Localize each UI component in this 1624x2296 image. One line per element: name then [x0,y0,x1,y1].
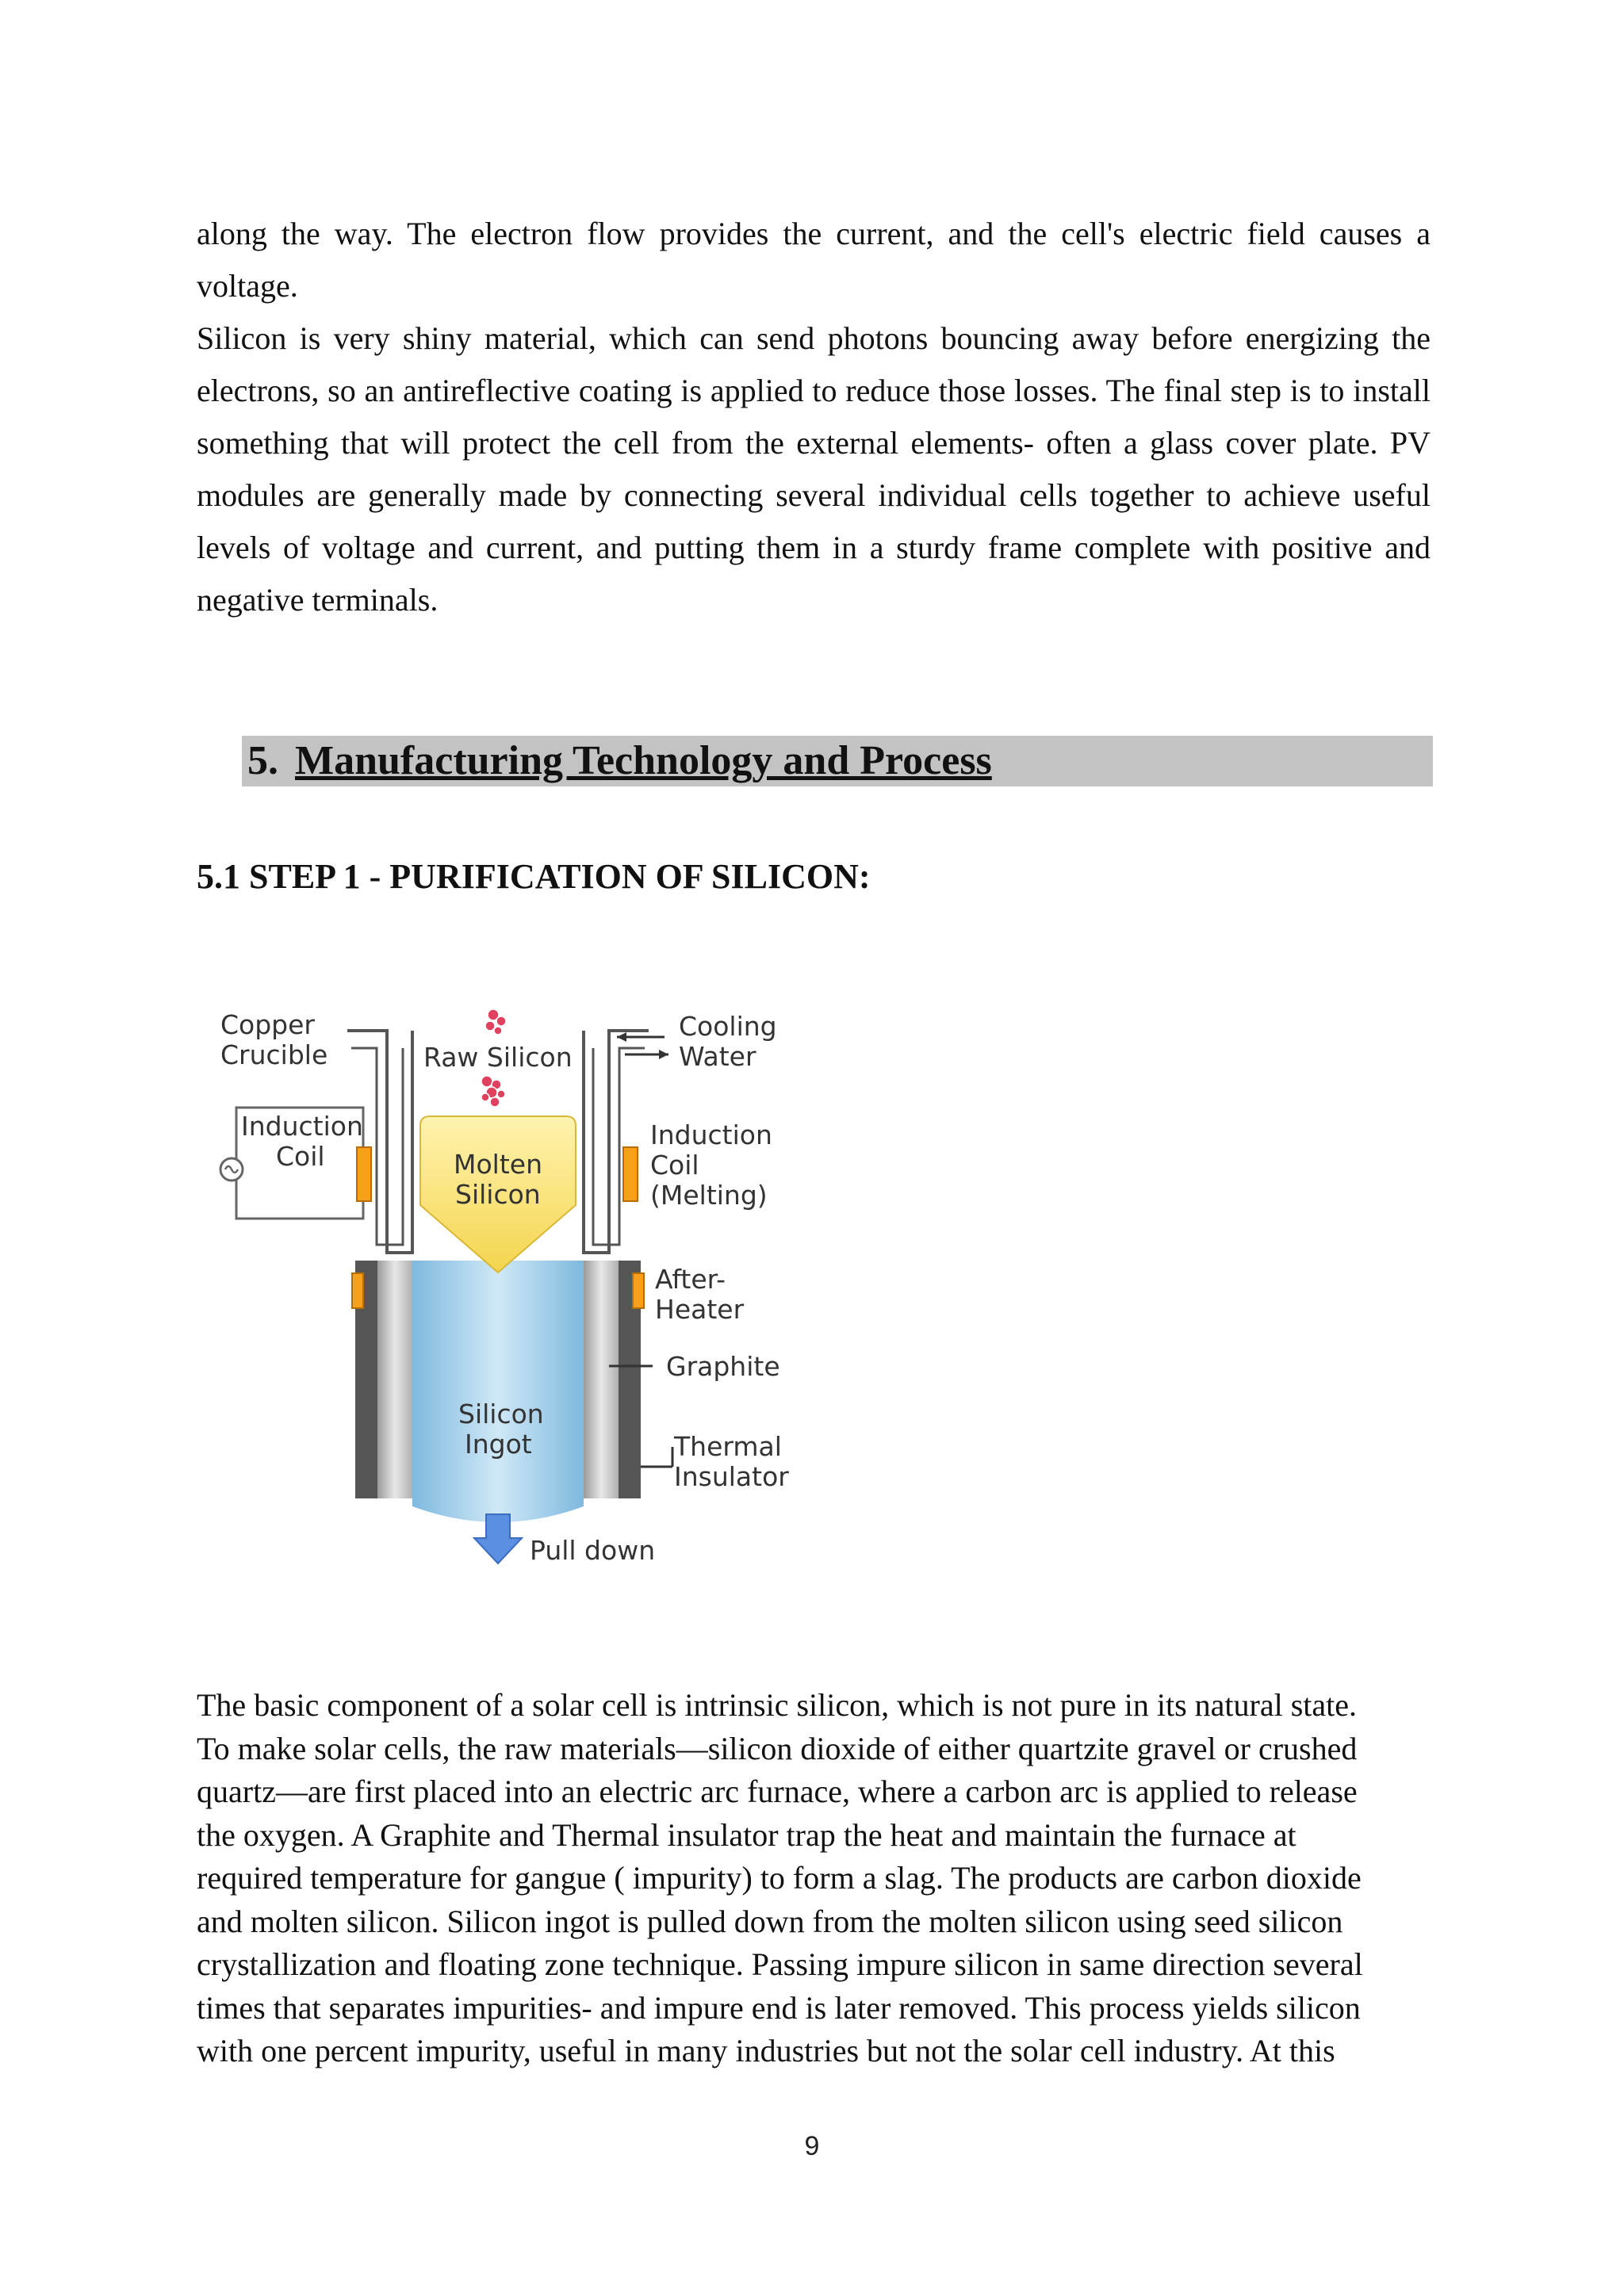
label-thermal: Thermal [674,1431,782,1462]
label-molten: Molten [454,1149,542,1180]
label-after: After- [655,1264,726,1295]
pull-down-arrow-icon [474,1514,522,1563]
label-copper: Copper [220,1009,315,1040]
label-pull-down: Pull down [530,1535,656,1566]
text-line: with one percent impurity, useful in many industries but not the solar cell industry. At this [197,2033,1335,2068]
section-title: Manufacturing Technology and Process [295,736,992,786]
insulator-wall-right [584,1261,619,1498]
label-heater: Heater [655,1294,745,1325]
label-melting: (Melting) [650,1180,768,1211]
paragraph-intro-continuation: along the way. The electron flow provides the current, and the cell's electric field causes a voltage. [197,216,1431,304]
label-induction-right: Induction [650,1119,772,1150]
page-number: 9 [804,2131,820,2161]
after-heater-left [352,1273,363,1308]
induction-coil-left [357,1147,371,1201]
label-crucible: Crucible [220,1039,328,1070]
label-raw-silicon: Raw Silicon [423,1042,573,1073]
induction-coil-right [623,1147,638,1201]
text-line: required temperature for gangue ( impurity) to form a slag. The products are carbon dioxide [197,1860,1362,1896]
insulator-wall-left [377,1261,412,1498]
label-induction-left: Induction [241,1111,363,1142]
label-molten-silicon: Silicon [455,1179,541,1210]
text-line: The basic component of a solar cell is intrinsic silicon, which is not pure in its natural state. [197,1687,1357,1723]
text-line: crystallization and floating zone technique. Passing impure silicon in same direction several [197,1946,1363,1982]
label-ingot: Ingot [465,1429,532,1460]
text-line: times that separates impurities- and impure end is later removed. This process yields silicon [197,1989,1361,2026]
text-line: the oxygen. A Graphite and Thermal insulator trap the heat and maintain the furnace at [197,1816,1297,1853]
silicon-purification-diagram [213,999,799,1578]
label-coil-left: Coil [276,1141,325,1172]
after-heater-right [633,1273,644,1308]
paragraph-antireflective: Silicon is very shiny material, which can send photons bouncing away before energizing the electrons, so an antireflective coating is applied to reduce those losses. The final step is to install something that will protect the cell from the external elements- often a glass cover plate. PV modules are generally made by connecting several individual cells together to achieve useful levels of voltage and current, and putting them in a sturdy frame complete with positive and negative terminals. [197,320,1431,618]
label-graphite: Graphite [666,1351,780,1382]
label-insulator: Insulator [674,1461,789,1492]
paragraph-purification [197,1684,1450,2073]
subsection-title: 5.1 STEP 1 - PURIFICATION OF SILICON: [197,857,871,896]
label-silicon-ingot: Silicon [458,1399,544,1429]
text-line: and molten silicon. Silicon ingot is pulled down from the molten silicon using seed silicon [197,1903,1343,1939]
section-number: 5. [247,738,278,783]
label-cooling: Cooling [679,1011,777,1042]
text-line: quartz—are first placed into an electric arc furnace, where a carbon arc is applied to release [197,1774,1358,1809]
label-coil-right: Coil [650,1150,699,1181]
text-line: To make solar cells, the raw materials—silicon dioxide of either quartzite gravel or crushed [197,1730,1358,1766]
silicon-ingot [412,1261,584,1522]
label-water: Water [679,1041,756,1072]
